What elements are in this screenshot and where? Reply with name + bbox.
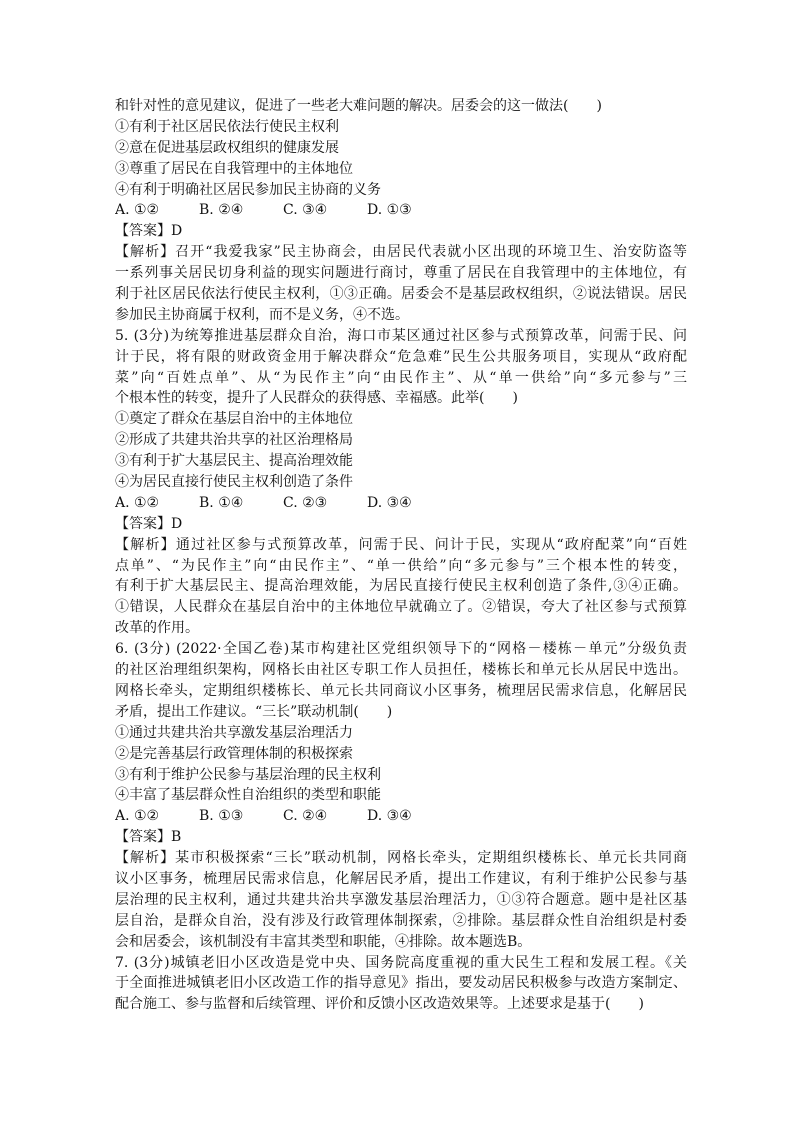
statement: ④有利于明确社区居民参加民主协商的义务: [115, 181, 381, 198]
analysis-line: 有利于扩大基层民主、提高治理效能，为居民直接行使民主权利创造了条件,③④正确。: [115, 578, 687, 595]
options-row: [115, 806, 687, 827]
answer-line: 【答案】D: [115, 515, 183, 532]
question-5: [115, 326, 687, 639]
statement: ②意在促进基层政权组织的健康发展: [115, 139, 339, 156]
question-7: [115, 953, 687, 1016]
analysis-line: 改革的作用。: [115, 620, 199, 637]
question-stem-line: 计于民，将有限的财政资金用于解决群众“危急难”民生公共服务项目，实现从“政府配: [115, 348, 687, 365]
question-stem-line: 矛盾，提出工作建议。“三长”联动机制( ): [115, 703, 393, 720]
statement: ③尊重了居民在自我管理中的主体地位: [115, 160, 353, 177]
analysis-line: 层自治，是群众自治，没有涉及行政管理体制探索，②排除。基层群众性自治组织是村委: [115, 912, 687, 929]
analysis-line: 【解析】召开“我爱我家”民主协商会，由居民代表就小区出现的环境卫生、治安防盗等: [115, 244, 687, 261]
options-row: [115, 200, 687, 221]
option-a: A. ①②: [115, 202, 160, 219]
answer-line: 【答案】D: [115, 223, 183, 240]
statement: ③有利于扩大基层民主、提高治理效能: [115, 453, 353, 470]
analysis-line: 层治理的民主权利，通过共建共治共享激发基层治理活力，①③符合题意。题中是社区基: [115, 891, 687, 908]
option-c: C. ③④: [283, 202, 328, 219]
question-stem-line: 5. (3分)为统筹推进基层群众自治，海口市某区通过社区参与式预算改革，问需于民、问: [115, 327, 687, 344]
question-stem-line: 个根本性的转变，提升了人民群众的获得感、幸福感。此举( ): [115, 390, 518, 407]
question-stem-line: 7. (3分)城镇老旧小区改造是党中央、国务院高度重视的重大民生工程和发展工程。《关: [115, 954, 687, 971]
analysis-line: 参加民主协商属于权利，而不是义务，④不选。: [115, 306, 409, 323]
question-stem-line: 6. (3分) (2022·全国乙卷)某市构建社区党组织领导下的“网格－楼栋－单元”分级负责: [115, 641, 687, 658]
statement: ④为居民直接行使民主权利创造了条件: [115, 474, 353, 491]
option-a: A. ①②: [115, 808, 160, 825]
statement: ③有利于维护公民参与基层治理的民主权利: [115, 766, 381, 783]
option-b: B. ②④: [199, 202, 244, 219]
analysis-line: ①错误，人民群众在基层自治中的主体地位早就确立了。②错误，夸大了社区参与式预算: [115, 599, 687, 616]
question-4: [115, 96, 687, 326]
analysis-line: 【解析】某市积极探索“三长”联动机制，网格长牵头，定期组织楼栋长、单元长共同商: [115, 850, 687, 867]
statement: ④丰富了基层群众性自治组织的类型和职能: [115, 787, 381, 804]
option-b: B. ①③: [199, 808, 244, 825]
analysis-line: 【解析】通过社区参与式预算改革，问需于民、问计于民，实现从“政府配菜”向“百姓: [115, 536, 687, 553]
option-a: A. ①②: [115, 494, 160, 511]
statement: ②是完善基层行政管理体制的积极探索: [115, 745, 353, 762]
statement: ②形成了共建共治共享的社区治理格局: [115, 432, 353, 449]
statement: ①奠定了群众在基层自治中的主体地位: [115, 411, 353, 428]
question-stem-line: 和针对性的意见建议，促进了一些老大难问题的解决。居委会的这一做法( ): [115, 98, 602, 114]
question-6: [115, 639, 687, 952]
question-stem-line: 网格长牵头，定期组织楼栋长、单元长共同商议小区事务，梳理居民需求信息，化解居民: [115, 682, 687, 699]
statement: ①通过共建共治共享激发基层治理活力: [115, 724, 353, 741]
option-b: B. ①④: [199, 494, 244, 511]
analysis-line: 点单”、“为民作主”向“由民作主”、“单一供给”向“多元参与”三个根本性的转变，: [115, 557, 687, 574]
option-d: D. ①③: [367, 202, 412, 219]
analysis-line: 利于社区居民依法行使民主权利，①③正确。居委会不是基层政权组织，②说法错误。居民: [115, 286, 687, 303]
document-page: [115, 96, 687, 1015]
question-stem-line: 的社区治理组织架构，网格长由社区专职工作人员担任，楼栋长和单元长从居民中选出。: [115, 662, 687, 679]
question-stem-line: 菜”向“百姓点单”、从“为民作主”向“由民作主”、从“单一供给”向“多元参与”三: [115, 369, 687, 386]
analysis-line: 会和居委会，该机制没有丰富其类型和职能，④排除。故本题选B。: [115, 933, 532, 950]
analysis-line: 一系列事关居民切身利益的现实问题进行商讨，尊重了居民在自我管理中的主体地位，有: [115, 265, 687, 282]
statement: ①有利于社区居民依法行使民主权利: [115, 118, 339, 135]
option-c: C. ②③: [283, 494, 328, 511]
answer-line: 【答案】B: [115, 829, 182, 846]
question-stem-line: 于全面推进城镇老旧小区改造工作的指导意见》指出，要发动居民积极参与改造方案制定、: [115, 975, 687, 992]
analysis-line: 议小区事务，梳理居民需求信息，化解居民矛盾，提出工作建议，有利于维护公民参与基: [115, 870, 687, 887]
option-d: D. ③④: [367, 808, 412, 825]
options-row: [115, 493, 687, 514]
option-d: D. ③④: [367, 494, 412, 511]
option-c: C. ②④: [283, 808, 328, 825]
question-stem-line: 配合施工、参与监督和后续管理、评价和反馈小区改造效果等。上述要求是基于( ): [115, 996, 644, 1013]
